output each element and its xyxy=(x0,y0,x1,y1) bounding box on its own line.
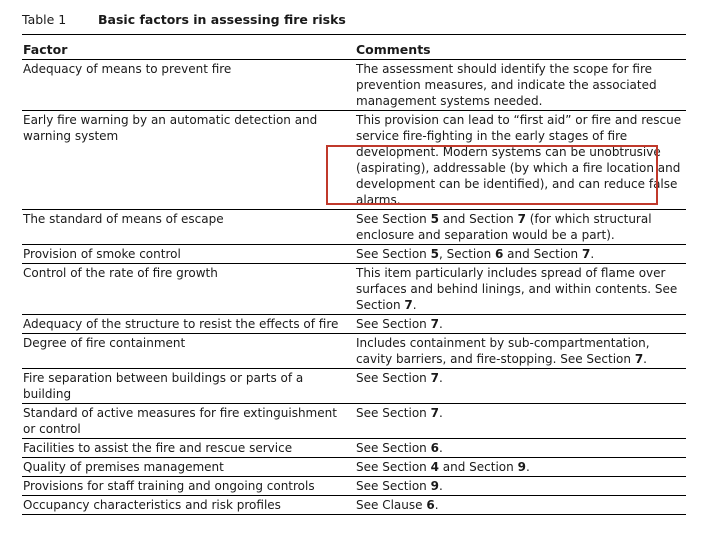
section-reference: 4 xyxy=(430,460,439,474)
comments-cell xyxy=(354,404,686,439)
comment-text: This provision can lead to “first aid” or fire and rescue service fire-fighting in the early stages of fire development. Modern systems can be unobtrusive (aspirating), addressable (by which a fire location and development can be identified), and can reduce false alarms. xyxy=(356,113,682,207)
factor-cell: Quality of premises management xyxy=(22,458,354,477)
table-row xyxy=(22,496,686,515)
comment-text: The assessment should identify the scope for fire prevention measures, and indicate the associated management systems needed. xyxy=(356,62,657,108)
comment-text: . xyxy=(438,406,443,420)
comment-text: and Section xyxy=(503,247,582,261)
factor-cell: Adequacy of means to prevent fire xyxy=(22,60,354,111)
comments-cell xyxy=(354,111,686,210)
section-reference: 9 xyxy=(517,460,526,474)
comment-text: See Section xyxy=(356,317,431,331)
section-reference: 7 xyxy=(634,352,644,366)
comment-text: See Section xyxy=(356,247,431,261)
comment-text: and Section xyxy=(438,460,518,474)
comment-text: See Clause xyxy=(356,498,427,512)
comments-cell xyxy=(354,264,686,315)
comment-text: , Section xyxy=(438,247,495,261)
comment-text: See Section xyxy=(356,406,431,420)
table-row xyxy=(22,439,686,458)
table-number: Table 1 xyxy=(22,12,67,27)
comments-cell xyxy=(354,458,686,477)
comments-cell xyxy=(354,245,686,264)
comments-cell xyxy=(354,334,686,369)
comment-text: and Section xyxy=(438,212,518,226)
table-row xyxy=(22,210,686,245)
table-title: Basic factors in assessing fire risks xyxy=(98,12,346,27)
section-reference: 7 xyxy=(430,371,439,385)
section-reference: 7 xyxy=(430,317,439,331)
section-reference: 9 xyxy=(430,479,439,493)
comment-text: This item particularly includes spread of flame over surfaces and behind linings, and within contents. See Section xyxy=(356,266,678,312)
comments-cell xyxy=(354,477,686,496)
table-row xyxy=(22,264,686,315)
comment-text: See Section xyxy=(356,371,431,385)
factor-cell: Standard of active measures for fire extinguishment or control xyxy=(22,404,354,439)
table-body xyxy=(22,60,686,515)
comment-text: Includes containment by sub-compartmentation, cavity barriers, and fire-stopping. See Section xyxy=(356,336,650,366)
comments-cell xyxy=(354,439,686,458)
comment-text: . xyxy=(525,460,530,474)
table-caption xyxy=(22,12,686,35)
comment-text: . xyxy=(438,479,443,493)
comments-cell xyxy=(354,315,686,334)
comment-text: . xyxy=(438,317,443,331)
section-reference: 7 xyxy=(430,406,439,420)
comment-text: See Section xyxy=(356,441,431,455)
table-row xyxy=(22,369,686,404)
table-row xyxy=(22,477,686,496)
comments-cell xyxy=(354,60,686,111)
comment-text: . xyxy=(412,298,417,312)
table-row xyxy=(22,245,686,264)
factor-cell: Degree of fire containment xyxy=(22,334,354,369)
comment-text: . xyxy=(438,371,443,385)
section-reference: 7 xyxy=(517,212,526,226)
factor-cell: The standard of means of escape xyxy=(22,210,354,245)
comments-cell xyxy=(354,496,686,515)
section-reference: 7 xyxy=(404,298,413,312)
section-reference: 6 xyxy=(430,441,439,455)
factor-cell: Fire separation between buildings or parts of a building xyxy=(22,369,354,404)
fire-risk-factors-table xyxy=(22,41,686,515)
comment-text: . xyxy=(643,352,647,366)
table-header-row xyxy=(22,41,686,60)
factor-cell: Provisions for staff training and ongoing controls xyxy=(22,477,354,496)
factor-cell: Adequacy of the structure to resist the effects of fire xyxy=(22,315,354,334)
section-reference: 5 xyxy=(430,212,439,226)
comments-cell xyxy=(354,210,686,245)
comment-text: See Section xyxy=(356,479,431,493)
table-row xyxy=(22,60,686,111)
section-reference: 5 xyxy=(430,247,439,261)
section-reference: 7 xyxy=(581,247,591,261)
comment-text: See Section xyxy=(356,212,431,226)
table-row xyxy=(22,111,686,210)
document-page xyxy=(22,12,686,515)
comment-text: . xyxy=(590,247,595,261)
comment-text: See Section xyxy=(356,460,431,474)
comment-text: (for which structural enclosure and separation would be a part). xyxy=(356,212,652,242)
factor-cell: Early fire warning by an automatic detection and warning system xyxy=(22,111,354,210)
factor-cell: Control of the rate of fire growth xyxy=(22,264,354,315)
factor-cell: Facilities to assist the fire and rescue service xyxy=(22,439,354,458)
comment-text: . xyxy=(438,441,443,455)
table-row xyxy=(22,404,686,439)
section-reference: 6 xyxy=(495,247,504,261)
table-row xyxy=(22,458,686,477)
column-header-comments: Comments xyxy=(354,41,686,60)
column-header-factor: Factor xyxy=(22,41,354,60)
section-reference: 6 xyxy=(426,498,435,512)
comments-cell xyxy=(354,369,686,404)
table-row xyxy=(22,334,686,369)
comment-text: . xyxy=(434,498,439,512)
table-row xyxy=(22,315,686,334)
factor-cell: Occupancy characteristics and risk profiles xyxy=(22,496,354,515)
factor-cell: Provision of smoke control xyxy=(22,245,354,264)
